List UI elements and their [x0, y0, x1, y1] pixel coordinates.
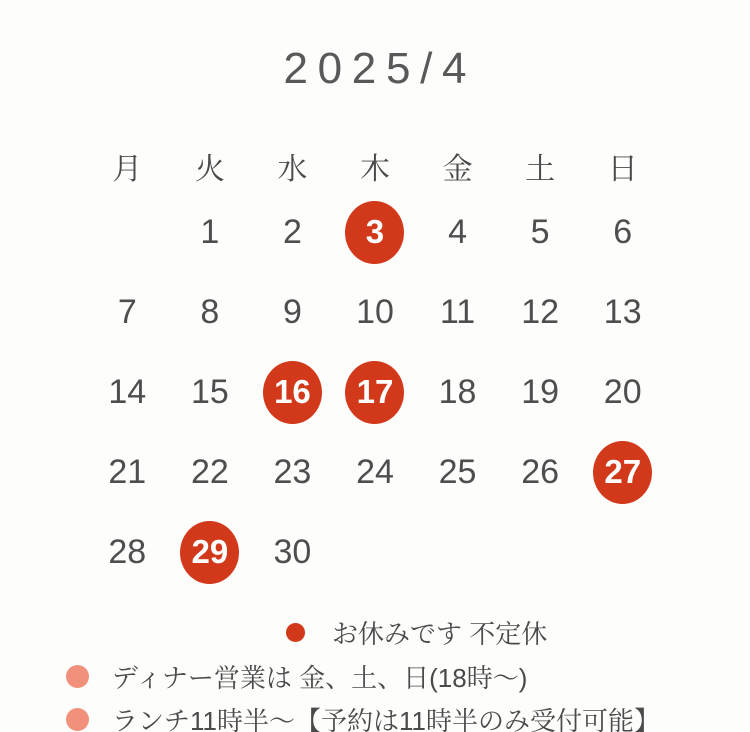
day-cell [86, 192, 169, 272]
date: 5 [530, 212, 550, 251]
day-cell [334, 272, 417, 352]
day-cell [581, 272, 664, 352]
day-cell [581, 192, 664, 272]
day-cell [581, 432, 664, 512]
holiday-date: 3 [345, 201, 404, 264]
date: 2 [282, 212, 302, 251]
day-cell [251, 352, 334, 432]
date: 14 [108, 372, 147, 411]
date: 25 [438, 452, 477, 491]
date: 8 [200, 292, 220, 331]
day-cell [334, 512, 417, 592]
date: 6 [613, 212, 633, 251]
date: 21 [108, 452, 147, 491]
date: 24 [356, 452, 394, 491]
lunch-dot-icon [66, 708, 89, 731]
holiday-date: 16 [263, 361, 322, 424]
legend-dinner-hours [66, 658, 527, 694]
legend-closed-label: お休みです 不定休 [332, 618, 548, 649]
day-cell [416, 272, 499, 352]
date: 1 [200, 212, 220, 251]
date: 20 [603, 372, 642, 411]
weekday-label: 水 [277, 153, 308, 186]
date: 4 [448, 212, 468, 251]
day-cell [334, 352, 417, 432]
weekday-label: 金 [442, 153, 473, 186]
date: 7 [117, 292, 137, 331]
day-cell [169, 352, 252, 432]
date: 28 [108, 532, 147, 571]
closed-day-dot-icon [286, 623, 305, 642]
day-cell [251, 272, 334, 352]
dinner-dot-icon [66, 665, 89, 688]
date: 18 [438, 372, 477, 411]
day-cell [169, 272, 252, 352]
week-row [86, 352, 664, 432]
day-cell [169, 192, 252, 272]
legend-lunch-hours [66, 701, 660, 732]
day-cell [86, 512, 169, 592]
weekday-label: 月 [112, 153, 143, 186]
holiday-date: 29 [180, 521, 239, 584]
week-row [86, 192, 664, 272]
date: 11 [439, 292, 476, 331]
day-cell [499, 512, 582, 592]
day-cell [334, 192, 417, 272]
date: 15 [190, 372, 229, 411]
date: 22 [190, 452, 229, 491]
day-cell [416, 352, 499, 432]
day-cell [334, 432, 417, 512]
weekday-label: 火 [194, 153, 225, 186]
day-cell [581, 512, 664, 592]
date: 23 [273, 452, 312, 491]
date: 26 [521, 452, 560, 491]
week-row [86, 272, 664, 352]
day-cell [581, 352, 664, 432]
day-cell [169, 432, 252, 512]
date: 9 [282, 292, 302, 331]
date: 12 [521, 292, 560, 331]
day-cell [499, 272, 582, 352]
day-cell [499, 352, 582, 432]
day-cell [86, 352, 169, 432]
day-cell [251, 432, 334, 512]
calendar-weeks [86, 192, 664, 592]
legend-closed-days [286, 614, 547, 650]
date: 19 [521, 372, 560, 411]
holiday-date: 27 [593, 441, 652, 504]
week-row [86, 512, 664, 592]
day-cell [86, 272, 169, 352]
weekday-label: 木 [359, 153, 390, 186]
day-cell [86, 432, 169, 512]
day-cell [416, 512, 499, 592]
day-cell [251, 192, 334, 272]
day-cell [499, 432, 582, 512]
day-cell [416, 432, 499, 512]
legend-dinner-label: ディナー営業は 金、土、日(18時〜) [112, 662, 528, 693]
day-cell [499, 192, 582, 272]
day-cell [416, 192, 499, 272]
legend-lunch-label: ランチ11時半〜【予約は11時半のみ受付可能】 [112, 705, 660, 732]
date: 13 [603, 292, 642, 331]
day-cell [251, 512, 334, 592]
day-cell [169, 512, 252, 592]
calendar-month-title: 2025/4 [283, 44, 477, 93]
weekday-header-row [86, 140, 664, 192]
holiday-date: 17 [345, 361, 404, 424]
week-row [86, 432, 664, 512]
date: 30 [273, 532, 312, 571]
weekday-label: 土 [525, 153, 556, 186]
date: 10 [356, 292, 394, 331]
weekday-label: 日 [607, 153, 638, 186]
